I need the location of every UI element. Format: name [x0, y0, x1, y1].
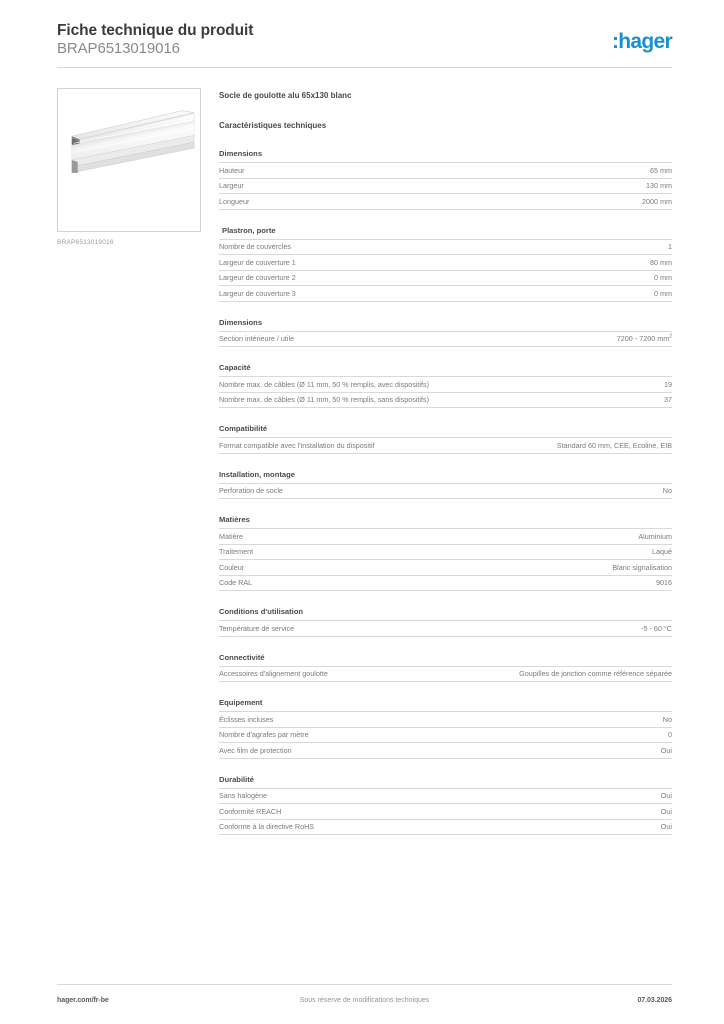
spec-value: 0 mm: [654, 273, 672, 282]
spec-group-title: Compatibilité: [219, 424, 268, 433]
spec-group-title: Equipement: [219, 698, 263, 707]
product-reference: BRAP6513019016: [57, 40, 180, 57]
table-row: [219, 331, 672, 347]
aluminium-trunking-profile-icon: [58, 89, 200, 231]
spec-table: [219, 437, 672, 454]
product-image-caption: BRAP6513019016: [57, 239, 114, 246]
spec-group: [219, 317, 672, 348]
spec-group-title: Durabilité: [219, 774, 255, 784]
spec-label: Matière: [219, 531, 243, 541]
table-row: [219, 788, 672, 804]
spec-label: Perforation de socle: [219, 486, 283, 495]
spec-label: Code RAL: [219, 578, 253, 587]
table-row: [219, 544, 672, 560]
technical-characteristics-heading: Caractéristiques techniques: [219, 121, 327, 130]
spec-group-title: Dimensions: [219, 317, 263, 327]
table-row: [219, 804, 672, 820]
spec-value: Blanc signalisation: [612, 562, 672, 572]
spec-label: Largeur de couverture 3: [219, 288, 296, 298]
spec-label: Largeur de couverture 2: [219, 273, 296, 282]
table-row: [219, 560, 672, 576]
table-row: [219, 270, 672, 286]
spec-value: 65 mm: [650, 165, 672, 175]
spec-value: 9016: [656, 578, 672, 587]
spec-group: [219, 469, 672, 500]
spec-value: Oui: [660, 791, 672, 800]
spec-label: Conforme à la directive RoHS: [219, 822, 315, 831]
product-name: Socle de goulotte alu 65x130 blanc: [219, 91, 352, 100]
spec-table: [219, 376, 672, 408]
page-title: Fiche technique du produit: [57, 22, 254, 39]
specifications-column: [219, 90, 672, 835]
header-divider: [57, 67, 672, 68]
spec-value: 130 mm: [646, 181, 672, 190]
spec-group: [219, 362, 672, 408]
spec-label: Largeur de couverture 1: [219, 257, 296, 267]
spec-value: 19: [664, 379, 672, 389]
table-row: [219, 178, 672, 194]
footer-disclaimer: Sous réserve de modifications techniques: [299, 997, 430, 1004]
spec-group-title: Conditions d'utilisation: [219, 607, 304, 616]
spec-table: [219, 331, 672, 348]
spec-table: [219, 666, 672, 683]
spec-table: [219, 239, 672, 302]
spec-label: Température de service: [219, 623, 295, 633]
spec-value: 1: [668, 242, 672, 251]
spec-table: [219, 788, 672, 836]
spec-value: 0 mm: [654, 288, 672, 298]
spec-value: 37: [664, 395, 672, 404]
table-row: [219, 483, 672, 499]
table-row: [219, 163, 672, 179]
spec-label: Hauteur: [219, 165, 245, 175]
table-row: [219, 575, 672, 591]
spec-group: [219, 652, 672, 683]
spec-group: [219, 774, 672, 836]
spec-value: Oui: [660, 822, 672, 831]
spec-label: Traitement: [219, 547, 254, 556]
spec-group-title: Connectivité: [219, 652, 265, 662]
table-row: [219, 621, 672, 637]
spec-value: No: [662, 486, 672, 495]
spec-value: Standard 60 mm, CEE, Ecoline, EIB: [556, 440, 672, 450]
page-footer: [57, 997, 672, 1009]
product-figure: [57, 88, 203, 246]
table-row: [219, 286, 672, 302]
spec-group: [219, 423, 672, 454]
spec-label: Couleur: [219, 562, 245, 572]
spec-label: Accessoires d'alignement goulotte: [219, 669, 328, 678]
spec-table: [219, 162, 672, 210]
spec-label: Sans halogène: [219, 791, 267, 800]
spec-value: 7200 - 7200 $mm^2$: [616, 333, 672, 343]
spec-group-title: Plastron, porte: [222, 225, 276, 235]
spec-value: 80 mm: [650, 257, 672, 267]
spec-label: Nombre d'agrafes par mètre: [219, 730, 309, 739]
spec-group-title: Matières: [219, 515, 250, 524]
spec-group-title: Capacité: [219, 363, 251, 372]
footer-date: 07.03.2026: [637, 997, 672, 1004]
table-row: [219, 194, 672, 210]
spec-label: Avec film de protection: [219, 745, 292, 755]
spec-groups: [219, 148, 672, 835]
page-header: [57, 22, 672, 70]
spec-label: Format compatible avec l'installation du dispositif: [219, 440, 375, 450]
spec-label: Largeur: [219, 181, 244, 190]
spec-value: Oui: [660, 745, 672, 755]
spec-group-title: Installation, montage: [219, 469, 295, 479]
product-image: [57, 88, 201, 232]
spec-table: [219, 483, 672, 500]
spec-group: [219, 225, 672, 302]
footer-website[interactable]: hager.com/fr-be: [57, 997, 109, 1004]
table-row: [219, 239, 672, 255]
table-row: [219, 666, 672, 682]
spec-value: 2000 mm: [642, 196, 672, 206]
table-row: [219, 743, 672, 759]
table-row: [219, 377, 672, 393]
table-row: [219, 819, 672, 835]
spec-label: Nombre de couvercles: [219, 242, 291, 251]
spec-label: Conformité REACH: [219, 806, 282, 816]
table-row: [219, 712, 672, 728]
spec-value: 0: [668, 730, 672, 739]
table-row: [219, 438, 672, 454]
spec-value: -5 - 60 °C: [641, 623, 672, 633]
spec-group-title: Dimensions: [219, 149, 263, 158]
spec-value: No: [662, 714, 672, 724]
spec-group: [219, 606, 672, 637]
footer-divider: [57, 984, 672, 985]
spec-table: [219, 528, 672, 591]
spec-label: Éclisses incluses: [219, 714, 274, 724]
spec-group: [219, 697, 672, 759]
hager-logo: :hager: [612, 30, 672, 53]
spec-table: [219, 620, 672, 637]
spec-label: Section intérieure / utile: [219, 334, 295, 343]
spec-label: Nombre max. de câbles (Ø 11 mm, 50 % remplis, avec dispositifs): [219, 379, 429, 389]
table-row: [219, 727, 672, 743]
table-row: [219, 529, 672, 545]
table-row: [219, 255, 672, 271]
spec-value: Laqué: [652, 547, 672, 556]
spec-group: [219, 148, 672, 210]
spec-table: [219, 711, 672, 759]
spec-value: Goupilles de jonction comme référence séparée: [519, 669, 672, 678]
spec-group: [219, 514, 672, 591]
spec-label: Longueur: [219, 196, 250, 206]
table-row: [219, 392, 672, 408]
spec-value: Aluminium: [638, 531, 672, 541]
spec-label: Nombre max. de câbles (Ø 11 mm, 50 % remplis, sans dispositifs): [219, 395, 429, 404]
spec-value: Oui: [660, 806, 672, 816]
